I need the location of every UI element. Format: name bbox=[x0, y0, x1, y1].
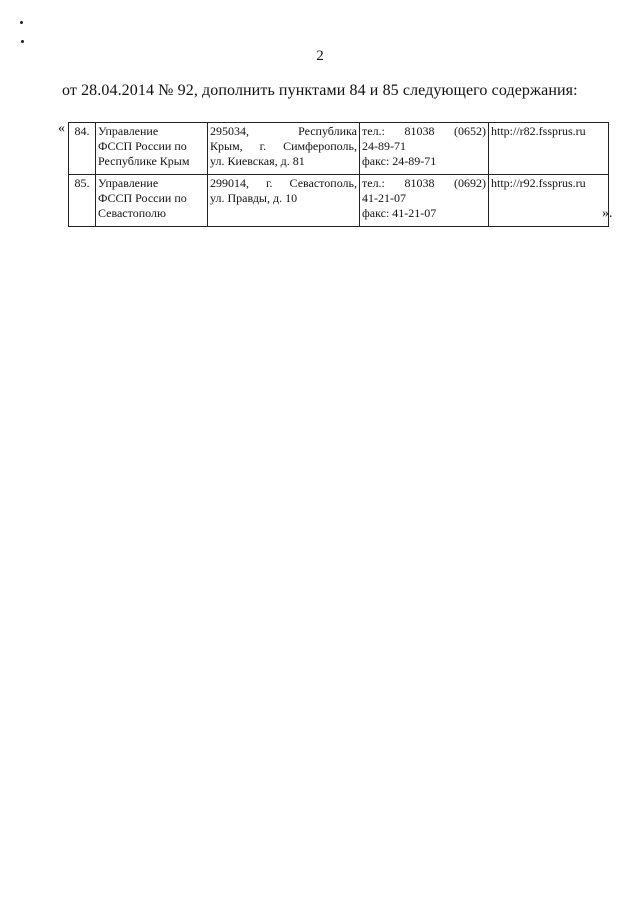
address-word: г. bbox=[265, 176, 273, 190]
scan-speck bbox=[21, 40, 24, 43]
phone-cell bbox=[360, 175, 489, 227]
address-line: ул. Киевская, д. 81 bbox=[210, 154, 305, 168]
fax-number: факс: 41-21-07 bbox=[362, 206, 437, 220]
office-name-line: ФССП России по bbox=[98, 191, 187, 205]
phone-part: тел.: bbox=[362, 176, 385, 190]
office-name-line: ФССП России по bbox=[98, 139, 187, 153]
scan-speck bbox=[20, 21, 23, 24]
website-link[interactable]: http://r82.fssprus.ru bbox=[489, 123, 609, 175]
table-row bbox=[69, 123, 609, 175]
office-name-cell bbox=[96, 175, 208, 227]
address-word: г. bbox=[259, 139, 267, 153]
address-line bbox=[210, 176, 357, 191]
phone-line bbox=[362, 124, 486, 139]
phone-part: 81038 bbox=[404, 176, 435, 190]
opening-quote: « bbox=[58, 121, 65, 136]
office-name-line: Управление bbox=[98, 124, 159, 138]
website-link[interactable]: http://r92.fssprus.ru bbox=[489, 175, 609, 227]
address-line bbox=[210, 124, 357, 139]
phone-number: 24-89-71 bbox=[362, 139, 406, 153]
office-name-line: Республике Крым bbox=[98, 154, 190, 168]
entries-table bbox=[68, 122, 609, 227]
office-name-line: Севастополю bbox=[98, 206, 166, 220]
intro-text: от 28.04.2014 № 92, дополнить пунктами 84 и 85 следующего содержания: bbox=[62, 82, 578, 99]
office-name-cell bbox=[96, 123, 208, 175]
address-line bbox=[210, 139, 357, 154]
phone-part: 81038 bbox=[404, 124, 435, 138]
address-word: Крым, bbox=[210, 139, 243, 153]
address-cell bbox=[208, 123, 360, 175]
address-line: ул. Правды, д. 10 bbox=[210, 191, 298, 205]
phone-part: (0652) bbox=[454, 124, 486, 138]
address-word: Симферополь, bbox=[283, 139, 357, 153]
address-word: 299014, bbox=[210, 176, 249, 190]
page-number: 2 bbox=[316, 48, 324, 64]
office-name-line: Управление bbox=[98, 176, 159, 190]
phone-part: (0692) bbox=[454, 176, 486, 190]
fax-number: факс: 24-89-71 bbox=[362, 154, 437, 168]
address-word: Севастополь, bbox=[289, 176, 357, 190]
table-row bbox=[69, 175, 609, 227]
phone-part: тел.: bbox=[362, 124, 385, 138]
phone-cell bbox=[360, 123, 489, 175]
phone-number: 41-21-07 bbox=[362, 191, 406, 205]
row-number: 84. bbox=[69, 123, 96, 175]
address-cell bbox=[208, 175, 360, 227]
address-word: Республика bbox=[298, 124, 357, 138]
closing-quote: ». bbox=[602, 206, 613, 221]
row-number: 85. bbox=[69, 175, 96, 227]
phone-line bbox=[362, 176, 486, 191]
address-word: 295034, bbox=[210, 124, 249, 138]
